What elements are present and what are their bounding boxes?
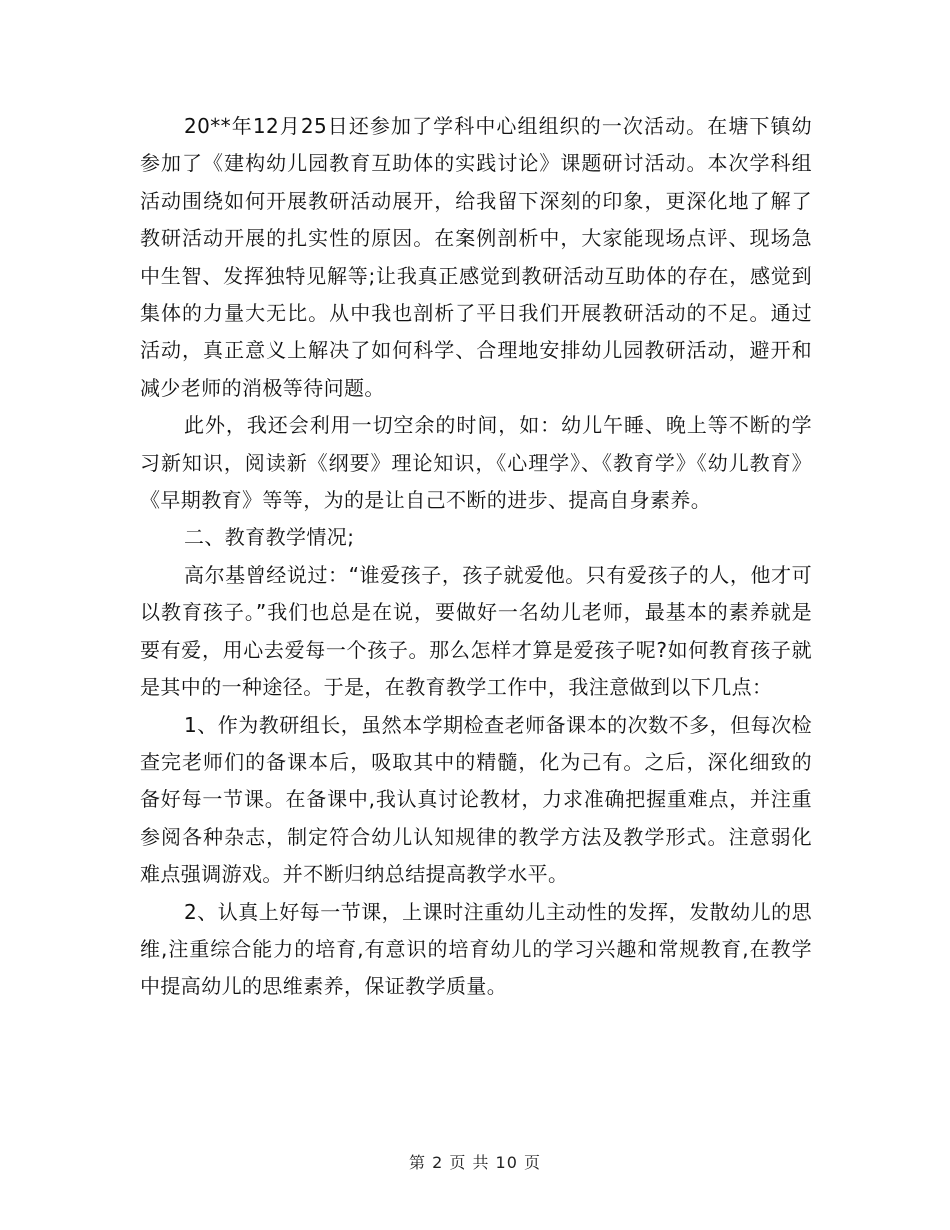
paragraph-activity: 20**年12月25日还参加了学科中心组组织的一次活动。在塘下镇幼参加了《建构幼儿园教育互助体的实践讨论》课题研讨活动。本次学科组活动围绕如何开展教研活动展开，给我留下深刻的印象，更深化地了解了教研活动开展的扎实性的原因。在案例剖析中，大家能现场点评、现场急中生智、发挥独特见解等;让我真正感觉到教研活动互助体的存在，感觉到集体的力量大无比。从中我也剖析了平日我们开展教研活动的不足。通过活动，真正意义上解决了如何科学、合理地安排幼儿园教研活动，避开和减少老师的消极等待问题。 [140, 114, 812, 400]
document-body [140, 108, 812, 1006]
list-item-1: 1、作为教研组长，虽然本学期检查老师备课本的次数不多，但每次检查完老师们的备课本后，吸取其中的精髓，化为己有。之后，深化细致的备好每一节课。在备课中,我认真讨论教材，力求准确把握重难点，并注重参阅各种杂志，制定符合幼儿认知规律的教学方法及教学形式。注意弱化难点强调游戏。并不断归纳总结提高教学水平。 [140, 712, 812, 887]
paragraph-self-study: 此外，我还会利用一切空余的时间，如：幼儿午睡、晚上等不断的学习新知识，阅读新《纲要》理论知识，《心理学》、《教育学》《幼儿教育》《早期教育》等等，为的是让自己不断的进步、提高自身素养。 [140, 413, 812, 513]
paragraph-gorky-quote: 高尔基曾经说过：“谁爱孩子，孩子就爱他。只有爱孩子的人，他才可以教育孩子。”我们也总是在说，要做好一名幼儿老师，最基本的素养就是要有爱，用心去爱每一个孩子。那么怎样才算是爱孩子呢?如何教育孩子就是其中的一种途径。于是，在教育教学工作中，我注意做到以下几点： [140, 562, 812, 700]
list-item-2: 2、认真上好每一节课，上课时注重幼儿主动性的发挥，发散幼儿的思维,注重综合能力的培育,有意识的培育幼儿的学习兴趣和常规教育,在教学中提高幼儿的思维素养，保证教学质量。 [140, 899, 812, 999]
page-footer: 第 2 页 共 10 页 [409, 1153, 541, 1172]
section-heading-teaching: 二、教育教学情况; [184, 525, 355, 550]
